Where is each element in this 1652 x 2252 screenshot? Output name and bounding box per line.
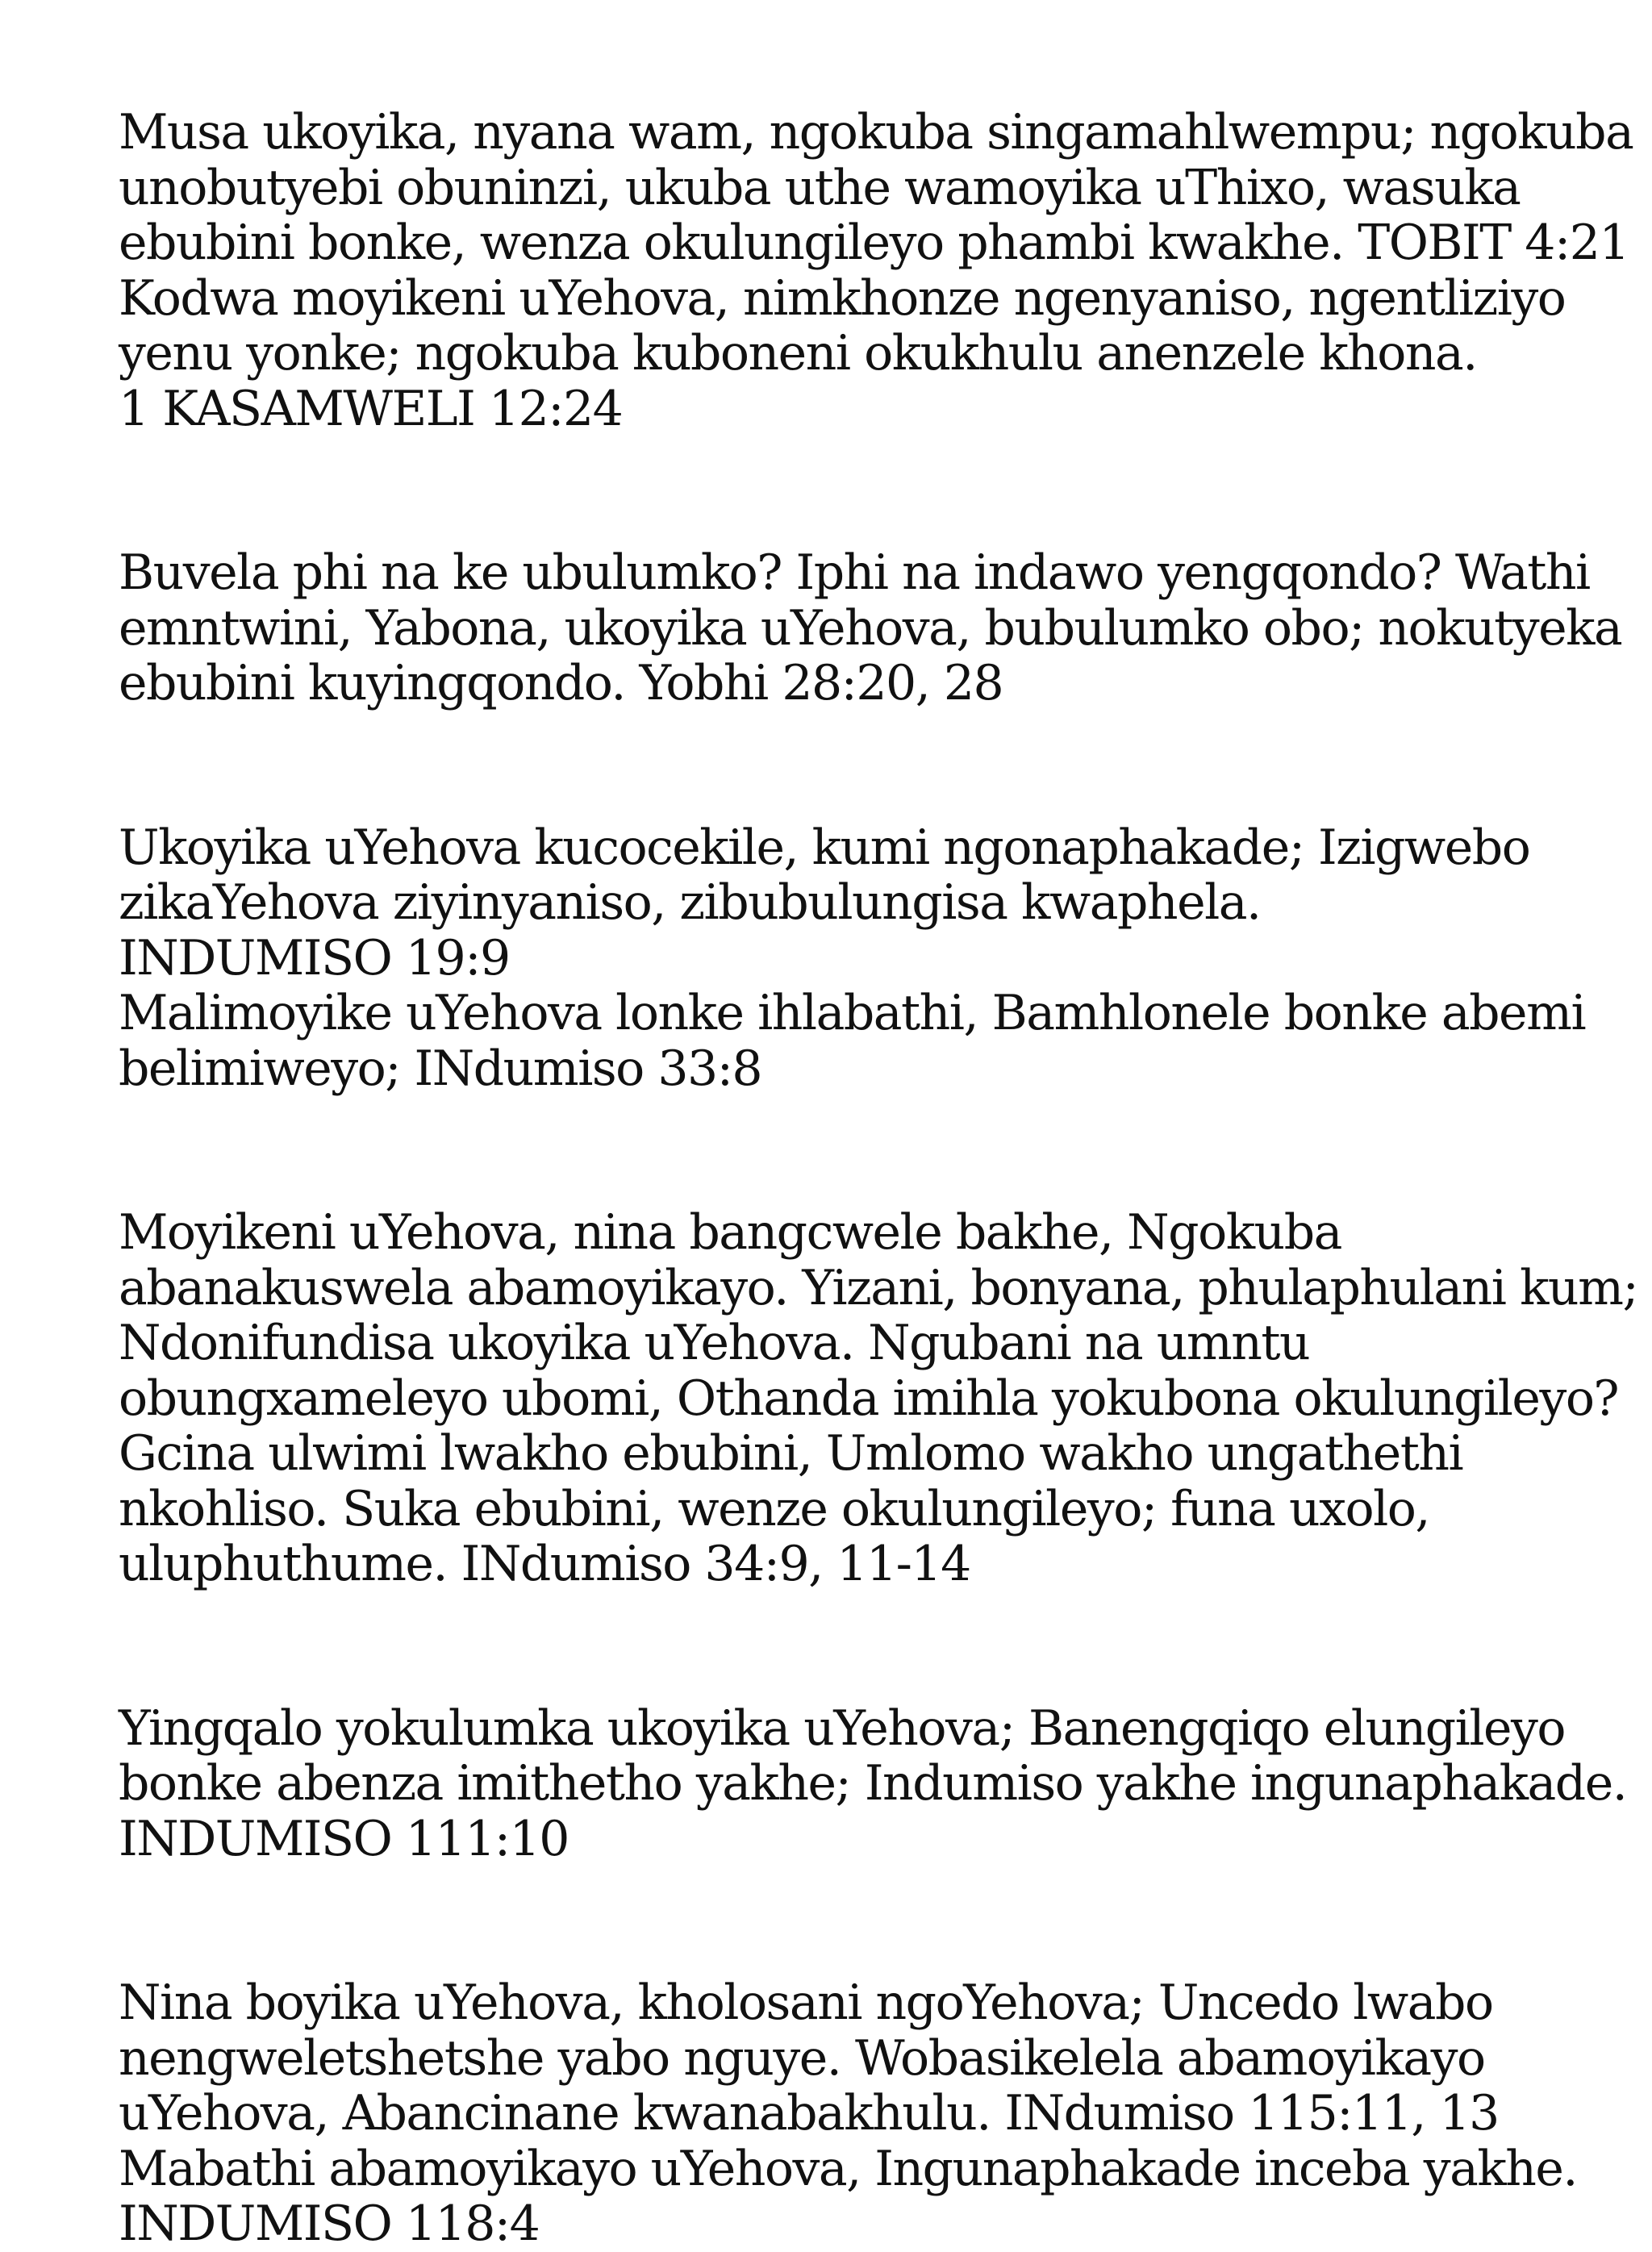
text-line: Nina boyika uYehova, kholosani ngoYehova; Uncedo lwabo (119, 1975, 1493, 2031)
text-line: uYehova, Abancinane kwanabakhulu. INdumiso 115:11, 13 (119, 2085, 1499, 2141)
text-line: Buvela phi na ke ubulumko? Iphi na indawo yengqondo? Wathi (119, 544, 1590, 601)
text-line: unobutyebi obuninzi, ukuba uthe wamoyika uThixo, wasuka (119, 159, 1521, 216)
paragraph-gap (119, 1592, 1571, 1701)
scripture-text (119, 104, 1638, 2252)
text-line: zikaYehova ziyinyaniso, zibubulungisa kwaphela. (119, 874, 1261, 931)
text-line: ebubini kuyingqondo. Yobhi 28:20, 28 (119, 655, 1003, 711)
text-line: ebubini bonke, wenza okulungileyo phambi kwakhe. TOBIT 4:21 (119, 215, 1629, 271)
paragraph (119, 1204, 1638, 1592)
paragraph-gap (119, 711, 1571, 820)
text-line: uluphuthume. INdumiso 34:9, 11-14 (119, 1536, 970, 1592)
text-line: Yingqalo yokulumka ukoyika uYehova; Banengqiqo elungileyo (119, 1699, 1566, 1757)
text-line: INDUMISO 19:9 (119, 929, 510, 986)
text-line: INDUMISO 118:4 (119, 2196, 540, 2252)
paragraph (119, 1699, 1627, 1867)
text-line: obungxameleyo ubomi, Othanda imihla yokubona okulungileyo? (119, 1370, 1619, 1427)
text-line: 1 KASAMWELI 12:24 (119, 380, 623, 437)
text-line: Ukoyika uYehova kucocekile, kumi ngonaphakade; Izigwebo (119, 819, 1530, 876)
text-line: nengweletshetshe yabo nguye. Wobasikelela abamoyikayo (119, 2029, 1485, 2087)
text-line: Kodwa moyikeni uYehova, nimkhonze ngenyaniso, ngentliziyo (119, 269, 1566, 327)
text-line: INDUMISO 111:10 (119, 1810, 569, 1867)
text-line: Musa ukoyika, nyana wam, ngokuba singamahlwempu; ngokuba (119, 104, 1633, 161)
text-line: yenu yonke; ngokuba kuboneni okukhulu anenzele khona. (119, 325, 1477, 382)
paragraph-gap (119, 1096, 1571, 1205)
text-line: abanakuswela abamoyikayo. Yizani, bonyana, phulaphulani kum; (119, 1259, 1638, 1316)
text-line: nkohliso. Suka ebubini, wenze okulungileyo; funa uxolo, (119, 1480, 1429, 1537)
text-line: Moyikeni uYehova, nina bangcwele bakhe, Ngokuba (119, 1204, 1341, 1261)
text-line: Gcina ulwimi lwakho ebubini, Umlomo wakho ungathethi (119, 1425, 1463, 1482)
paragraph (119, 104, 1633, 437)
paragraph (119, 819, 1586, 1097)
paragraph (119, 544, 1622, 711)
text-line: Mabathi abamoyikayo uYehova, Ingunaphakade inceba yakhe. (119, 2140, 1577, 2197)
text-line: emntwini, Yabona, ukoyika uYehova, bubulumko obo; nokutyeka (119, 599, 1622, 657)
paragraph-gap (119, 436, 1571, 545)
paragraph (119, 1975, 1577, 2252)
paragraph-gap (119, 1866, 1571, 1975)
text-line: Malimoyike uYehova lonke ihlabathi, Bamhlonele bonke abemi (119, 985, 1586, 1041)
text-line: bonke abenza imithetho yakhe; Indumiso yakhe ingunaphakade. (119, 1755, 1627, 1812)
text-line: Ndonifundisa ukoyika uYehova. Ngubani na umntu (119, 1315, 1310, 1371)
text-line: belimiweyo; INdumiso 33:8 (119, 1040, 762, 1097)
